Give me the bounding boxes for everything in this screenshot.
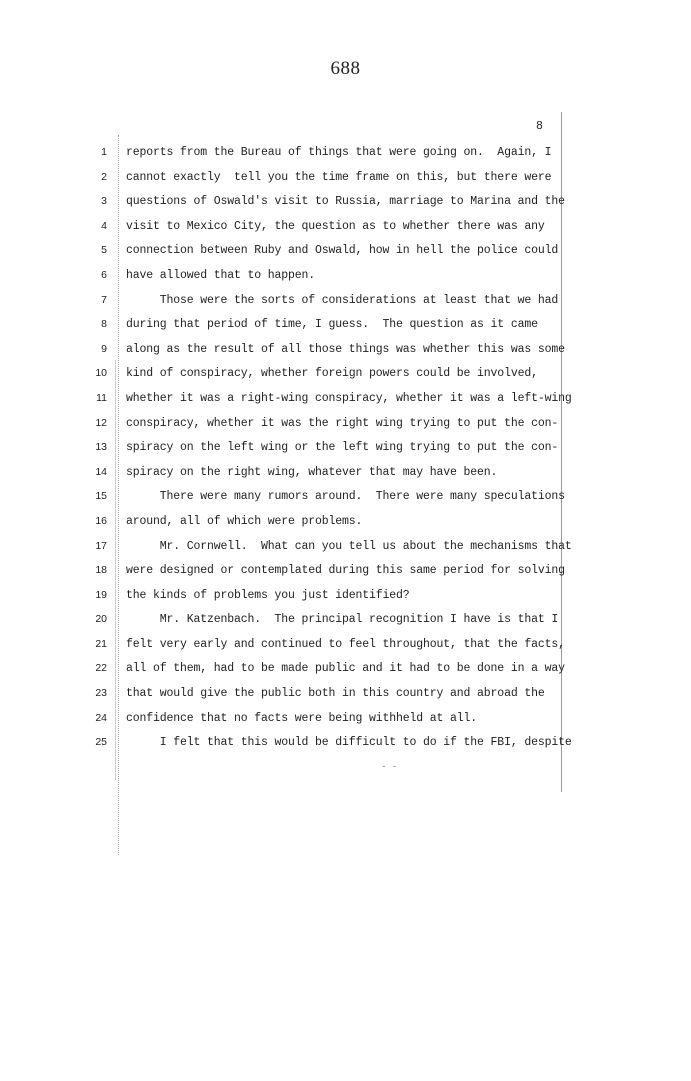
line-text: conspiracy, whether it was the right wing trying to put the con- [126,416,559,430]
line-text: along as the result of all those things was whether this was some [126,342,565,356]
line-number: 4 [101,219,107,232]
transcript-line [0,417,691,442]
transcript-line [0,220,691,245]
line-number: 16 [95,514,107,527]
line-number: 17 [95,539,107,552]
transcript-line [0,367,691,392]
transcript-line [0,490,691,515]
transcript-line [0,589,691,614]
line-text: have allowed that to happen. [126,268,316,282]
footer-mark: - - [381,762,398,772]
transcript-line [0,662,691,687]
line-text: that would give the public both in this country and abroad the [126,687,545,701]
line-number: 18 [95,564,107,577]
transcript-line [0,613,691,638]
transcript-line [0,638,691,663]
line-text: Mr. Katzenbach. The principal recognition I have is that I [126,613,559,627]
line-number: 20 [95,613,107,626]
line-text: cannot exactly tell you the time frame on this, but there were [126,170,552,184]
line-number: 6 [101,268,107,281]
line-text: felt very early and continued to feel throughout, that the facts, [126,637,565,651]
transcript-line [0,146,691,171]
transcript-line [0,269,691,294]
page-number: 688 [330,58,361,79]
line-number: 8 [101,318,107,331]
transcript-line [0,540,691,565]
line-text: I felt that this would be difficult to do if the FBI, despite [126,736,572,750]
line-text: reports from the Bureau of things that were going on. Again, I [126,146,552,159]
line-number: 9 [101,342,107,355]
transcript-line [0,392,691,417]
transcript-lines [0,146,691,761]
line-number: 2 [101,170,107,183]
line-text: all of them, had to be made public and it had to be done in a way [126,662,565,676]
transcript-line [0,343,691,368]
line-number: 21 [95,637,107,650]
transcript-line [0,515,691,540]
line-number: 23 [95,687,107,700]
line-number: 22 [95,662,107,675]
line-text: There were many rumors around. There were many speculations [126,490,565,504]
transcript-line [0,712,691,737]
transcript-line [0,736,691,761]
line-number: 1 [101,146,107,158]
transcript-line [0,244,691,269]
line-text: kind of conspiracy, whether foreign powers could be involved, [126,367,538,381]
transcript-line [0,294,691,319]
line-number: 11 [96,391,107,404]
line-text: questions of Oswald's visit to Russia, marriage to Marina and the [126,195,565,209]
transcript-line [0,687,691,712]
line-text: connection between Ruby and Oswald, how in hell the police could [126,244,559,258]
line-text: the kinds of problems you just identified? [126,588,410,602]
transcript-line [0,564,691,589]
line-text: Those were the sorts of considerations at least that we had [126,293,559,307]
line-number: 15 [95,490,107,503]
transcript-line [0,171,691,196]
line-number: 10 [95,367,107,380]
line-text: around, all of which were problems. [126,514,363,528]
transcript-line [0,195,691,220]
line-number: 5 [101,244,107,257]
transcript-page-number: 8 [536,120,543,133]
line-number: 24 [95,711,107,724]
line-text: whether it was a right-wing conspiracy, whether it was a left-wing [126,391,572,405]
line-number: 19 [95,588,107,601]
line-number: 7 [101,293,107,306]
line-number: 25 [95,736,107,749]
line-text: spiracy on the right wing, whatever that may have been. [126,465,498,479]
line-text: during that period of time, I guess. The question as it came [126,318,538,332]
line-text: Mr. Cornwell. What can you tell us about the mechanisms that [126,539,572,553]
line-number: 12 [95,416,107,429]
line-text: spiracy on the left wing or the left wing trying to put the con- [126,441,559,455]
line-number: 14 [95,465,107,478]
transcript-line [0,466,691,491]
line-number: 3 [101,195,107,208]
line-text: visit to Mexico City, the question as to whether there was any [126,219,545,233]
transcript-line [0,441,691,466]
transcript-line [0,318,691,343]
line-text: confidence that no facts were being withheld at all. [126,711,478,725]
line-number: 13 [95,441,107,454]
line-text: were designed or contemplated during this same period for solving [126,564,565,578]
